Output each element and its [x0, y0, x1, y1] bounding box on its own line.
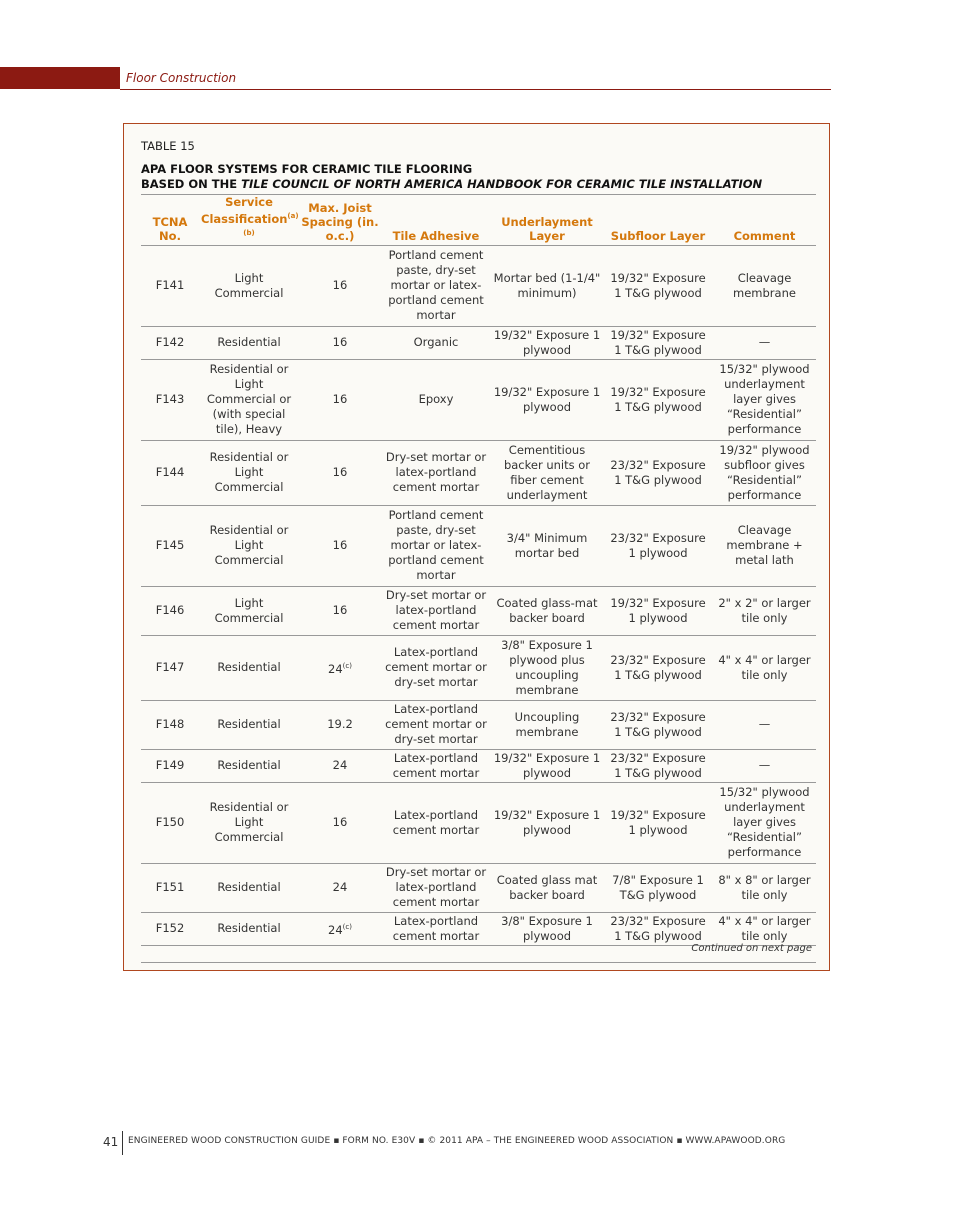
cell-subfloor: 19/32" Exposure 1 T&G plywood — [603, 326, 713, 359]
cell-joist-spacing: 16 — [299, 782, 381, 863]
cell-underlayment: 3/4" Minimum mortar bed — [491, 505, 603, 586]
cell-service: Residential — [199, 912, 299, 945]
footer-text: ENGINEERED WOOD CONSTRUCTION GUIDE ▪ FORM NO. E30V ▪ © 2011 APA – THE ENGINEERED WOOD ASSOCIATION ▪ WWW.APAWOOD.ORG — [128, 1136, 786, 1146]
cell-tile-adhesive: Dry-set mortar or latex-portland cement mortar — [381, 863, 491, 912]
cell-comment: — — [713, 326, 816, 359]
cell-joist-spacing: 24$^{(c)}$ — [299, 635, 381, 700]
cell-tile-adhesive: Epoxy — [381, 359, 491, 440]
table-row — [141, 245, 816, 326]
cell-service: Light Commercial — [199, 245, 299, 326]
cell-subfloor: 19/32" Exposure 1 plywood — [603, 586, 713, 635]
cell-joist-spacing: 16 — [299, 245, 381, 326]
table-row — [141, 586, 816, 635]
header-rule — [120, 89, 831, 90]
cell-tile-adhesive: Portland cement paste, dry-set mortar or latex-portland cement mortar — [381, 505, 491, 586]
cell-comment: — — [713, 700, 816, 749]
header-tcna-no: TCNA No. — [141, 195, 199, 246]
cell-tcna-no: F151 — [141, 863, 199, 912]
cell-underlayment: Coated glass-mat backer board — [491, 586, 603, 635]
cell-comment: 19/32" plywood subfloor gives “Residential” performance — [713, 440, 816, 505]
tile-floor-systems-table — [141, 194, 816, 946]
cell-subfloor: 7/8" Exposure 1 T&G plywood — [603, 863, 713, 912]
cell-joist-spacing: 16 — [299, 440, 381, 505]
cell-tcna-no: F143 — [141, 359, 199, 440]
cell-underlayment: Uncoupling membrane — [491, 700, 603, 749]
joist-footnote-sup: (c) — [342, 922, 352, 931]
cell-tcna-no: F148 — [141, 700, 199, 749]
cell-comment: — — [713, 749, 816, 782]
cell-tile-adhesive: Organic — [381, 326, 491, 359]
cell-tcna-no: F149 — [141, 749, 199, 782]
table-row — [141, 359, 816, 440]
cell-comment: 8" x 8" or larger tile only — [713, 863, 816, 912]
cell-comment: 15/32" plywood underlayment layer gives “Residential” performance — [713, 359, 816, 440]
cell-joist-spacing: 16 — [299, 586, 381, 635]
continued-note: Continued on next page — [691, 943, 812, 954]
cell-tile-adhesive: Portland cement paste, dry-set mortar or latex-portland cement mortar — [381, 245, 491, 326]
table-row — [141, 440, 816, 505]
bottom-rule — [141, 962, 816, 963]
header-service-sup: (a)(b) — [243, 212, 299, 237]
cell-underlayment: Coated glass mat backer board — [491, 863, 603, 912]
cell-tile-adhesive: Latex-portland cement mortar or dry-set mortar — [381, 635, 491, 700]
cell-joist-spacing: 24 — [299, 863, 381, 912]
cell-underlayment: 19/32" Exposure 1 plywood — [491, 326, 603, 359]
cell-service: Residential or Light Commercial — [199, 440, 299, 505]
cell-tcna-no: F147 — [141, 635, 199, 700]
cell-tcna-no: F142 — [141, 326, 199, 359]
cell-tcna-no: F150 — [141, 782, 199, 863]
cell-service: Residential — [199, 700, 299, 749]
table-title — [141, 162, 762, 192]
cell-service: Residential or Light Commercial or (with special tile), Heavy — [199, 359, 299, 440]
header-subfloor-layer: Subfloor Layer — [603, 195, 713, 246]
cell-service: Residential — [199, 863, 299, 912]
table-row — [141, 635, 816, 700]
cell-underlayment: 3/8" Exposure 1 plywood plus uncoupling membrane — [491, 635, 603, 700]
cell-comment: Cleavage membrane + metal lath — [713, 505, 816, 586]
cell-subfloor: 23/32" Exposure 1 T&G plywood — [603, 635, 713, 700]
cell-tile-adhesive: Latex-portland cement mortar — [381, 782, 491, 863]
table-title-line2 — [141, 177, 762, 192]
cell-tcna-no: F145 — [141, 505, 199, 586]
cell-subfloor: 19/32" Exposure 1 plywood — [603, 782, 713, 863]
cell-comment: 15/32" plywood underlayment layer gives “Residential” performance — [713, 782, 816, 863]
table-header-row — [141, 195, 816, 246]
cell-tile-adhesive: Latex-portland cement mortar or dry-set mortar — [381, 700, 491, 749]
cell-tcna-no: F152 — [141, 912, 199, 945]
cell-subfloor: 19/32" Exposure 1 T&G plywood — [603, 359, 713, 440]
header-underlayment-layer: Underlayment Layer — [491, 195, 603, 246]
cell-service: Residential — [199, 326, 299, 359]
cell-service: Light Commercial — [199, 586, 299, 635]
cell-subfloor: 23/32" Exposure 1 T&G plywood — [603, 749, 713, 782]
cell-joist-spacing: 24 — [299, 749, 381, 782]
cell-joist-spacing: 16 — [299, 359, 381, 440]
table-row — [141, 912, 816, 945]
cell-subfloor: 23/32" Exposure 1 T&G plywood — [603, 700, 713, 749]
table-title-line1: APA FLOOR SYSTEMS FOR CERAMIC TILE FLOORING — [141, 162, 473, 176]
cell-tcna-no: F144 — [141, 440, 199, 505]
cell-tile-adhesive: Dry-set mortar or latex-portland cement mortar — [381, 440, 491, 505]
header-service-classification: Service Classification$^{(a)(b)}$ — [199, 195, 299, 246]
cell-tile-adhesive: Latex-portland cement mortar — [381, 912, 491, 945]
header-max-joist-spacing: Max. Joist Spacing (in. o.c.) — [299, 195, 381, 246]
table-row — [141, 749, 816, 782]
cell-tile-adhesive: Dry-set mortar or latex-portland cement mortar — [381, 586, 491, 635]
page-number: 41 — [103, 1135, 119, 1149]
table-row — [141, 326, 816, 359]
cell-service: Residential or Light Commercial — [199, 782, 299, 863]
table-row — [141, 505, 816, 586]
cell-joist-spacing: 16 — [299, 505, 381, 586]
cell-tcna-no: F146 — [141, 586, 199, 635]
cell-comment: Cleavage membrane — [713, 245, 816, 326]
cell-subfloor: 23/32" Exposure 1 T&G plywood — [603, 912, 713, 945]
table-row — [141, 700, 816, 749]
joist-footnote-sup: (c) — [342, 661, 352, 670]
header-comment: Comment — [713, 195, 816, 246]
cell-underlayment: Mortar bed (1-1/4" minimum) — [491, 245, 603, 326]
table-label: TABLE 15 — [141, 139, 195, 153]
cell-underlayment: 19/32" Exposure 1 plywood — [491, 782, 603, 863]
cell-joist-spacing: 16 — [299, 326, 381, 359]
cell-comment: 2" x 2" or larger tile only — [713, 586, 816, 635]
cell-tcna-no: F141 — [141, 245, 199, 326]
cell-tile-adhesive: Latex-portland cement mortar — [381, 749, 491, 782]
cell-subfloor: 23/32" Exposure 1 T&G plywood — [603, 440, 713, 505]
cell-service: Residential — [199, 635, 299, 700]
table-panel — [123, 123, 830, 971]
footer-divider — [122, 1131, 123, 1155]
cell-comment: 4" x 4" or larger tile only — [713, 635, 816, 700]
header-tile-adhesive: Tile Adhesive — [381, 195, 491, 246]
section-title: Floor Construction — [126, 71, 237, 85]
cell-subfloor: 23/32" Exposure 1 plywood — [603, 505, 713, 586]
cell-underlayment: 19/32" Exposure 1 plywood — [491, 359, 603, 440]
table-title-prefix: BASED ON THE — [141, 177, 242, 191]
table-title-italic: TILE COUNCIL OF NORTH AMERICA HANDBOOK FOR CERAMIC TILE INSTALLATION — [241, 177, 763, 191]
table-row — [141, 782, 816, 863]
cell-underlayment: Cementitious backer units or fiber cement underlayment — [491, 440, 603, 505]
cell-comment: 4" x 4" or larger tile only — [713, 912, 816, 945]
cell-service: Residential or Light Commercial — [199, 505, 299, 586]
table-body — [141, 245, 816, 945]
cell-joist-spacing: 24$^{(c)}$ — [299, 912, 381, 945]
cell-joist-spacing: 19.2 — [299, 700, 381, 749]
cell-service: Residential — [199, 749, 299, 782]
cell-subfloor: 19/32" Exposure 1 T&G plywood — [603, 245, 713, 326]
cell-underlayment: 19/32" Exposure 1 plywood — [491, 749, 603, 782]
header-accent-bar — [0, 67, 120, 89]
cell-underlayment: 3/8" Exposure 1 plywood — [491, 912, 603, 945]
table-row — [141, 863, 816, 912]
